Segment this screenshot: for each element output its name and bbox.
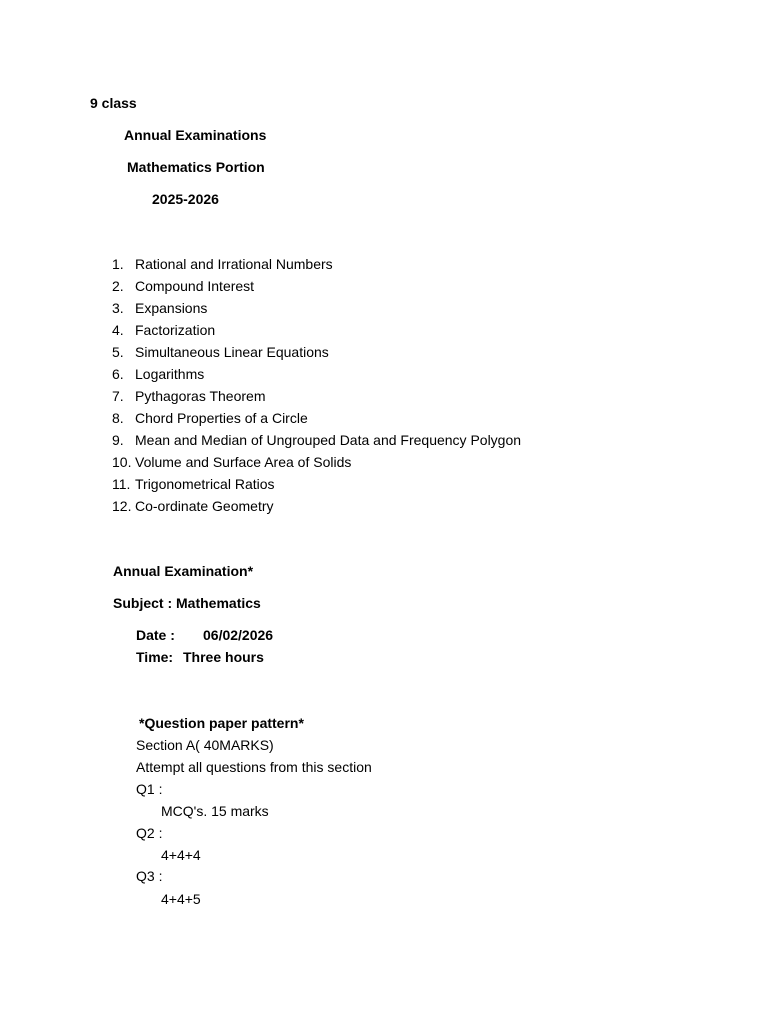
list-item-number: 9. (112, 432, 124, 448)
list-item (112, 497, 521, 519)
list-item (112, 475, 521, 497)
list-item-label: Mean and Median of Ungrouped Data and Frequency Polygon (135, 432, 522, 448)
list-item (112, 409, 521, 431)
list-item-number: 10. (112, 454, 132, 470)
class-label: 9 class (90, 95, 137, 111)
list-item-label: Logarithms (135, 366, 205, 382)
list-item-number: 1. (112, 256, 124, 272)
list-item-label: Factorization (135, 322, 216, 338)
list-item (112, 365, 521, 387)
topic-list (112, 255, 521, 519)
section-label: Section A( 40MARKS) (136, 737, 274, 753)
list-item-number: 11. (112, 476, 131, 492)
question-label: Q2 : (136, 825, 163, 841)
section-instruction: Attempt all questions from this section (136, 759, 372, 775)
list-item (112, 321, 521, 343)
list-item (112, 277, 521, 299)
list-item-label: Chord Properties of a Circle (135, 410, 308, 426)
list-item-number: 5. (112, 344, 124, 360)
question-detail: 4+4+4 (161, 847, 201, 863)
subject-line: Subject : Mathematics (113, 595, 261, 611)
list-item-number: 7. (112, 388, 124, 404)
list-item-label: Compound Interest (135, 278, 255, 294)
list-item-label: Rational and Irrational Numbers (135, 256, 333, 272)
list-item-number: 3. (112, 300, 124, 316)
list-item-label: Expansions (135, 300, 208, 316)
list-item (112, 387, 521, 409)
exam-title: Annual Examinations (124, 127, 267, 143)
portion-title: Mathematics Portion (127, 159, 265, 175)
list-item-label: Simultaneous Linear Equations (135, 344, 329, 360)
list-item (112, 343, 521, 365)
question-detail: 4+4+5 (161, 891, 201, 907)
list-item-number: 6. (112, 366, 124, 382)
question-label: Q3 : (136, 868, 163, 884)
list-item-number: 4. (112, 322, 124, 338)
list-item (112, 299, 521, 321)
exam-heading: Annual Examination* (113, 563, 254, 579)
list-item-number: 2. (112, 278, 124, 294)
list-item-label: Volume and Surface Area of Solids (135, 454, 352, 470)
date-value: 06/02/2026 (203, 627, 274, 643)
list-item-label: Trigonometrical Ratios (135, 476, 275, 492)
list-item-label: Pythagoras Theorem (135, 388, 266, 404)
time-value: Three hours (183, 649, 264, 665)
time-label: Time: (136, 649, 174, 665)
list-item (112, 255, 521, 277)
list-item-number: 8. (112, 410, 124, 426)
pattern-heading: *Question paper pattern* (139, 715, 304, 731)
question-label: Q1 : (136, 781, 163, 797)
date-label: Date : (136, 627, 175, 643)
year: 2025-2026 (152, 191, 219, 207)
list-item-label: Co-ordinate Geometry (135, 498, 274, 514)
list-item-number: 12. (112, 498, 132, 514)
list-item (112, 453, 521, 475)
list-item (112, 431, 521, 453)
question-detail: MCQ's. 15 marks (161, 803, 269, 819)
